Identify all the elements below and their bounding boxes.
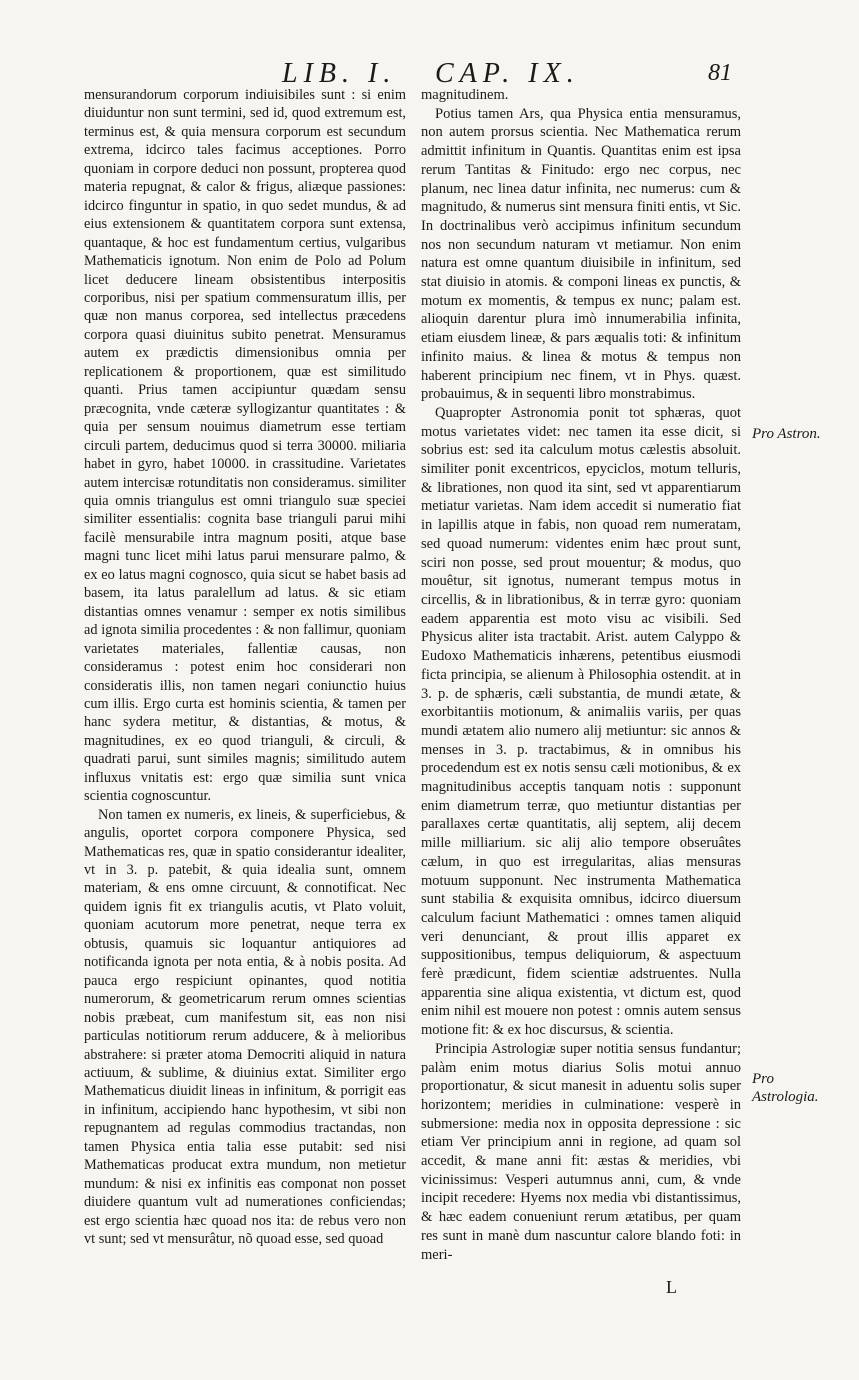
left-paragraph-1: mensurandorum corporum indiuisibiles sunt : si enim diuiduntur non sunt termini, sed id, quod extremum est, terminus est, & quia mensura corporum est secundum extrema, idcirco tales facimus acceptiones. Porro quoniam in corpore deduci non possunt, propterea quod materia repugnat, & calor & frigus, aliæque passiones: idcirco finguntur in spatio, in quo sedet mundus, & ad eius extensionem & quantitatem corpora sunt extensa, quantaque, & hoc est fundamentum certius, vulgaribus Mathematicis ignotum. Non enim de Polo ad Polum licet deducere lineam obsistentibus interpositis corporibus, nisi per spatium commensuratum illis, per quæ non manus corporea, sed intellectus præcedens corpora quasi diuinitus subito penetrat. Mensuramus autem ex prædictis dimensionibus omnia per replicationem & proportionem, quæ est similitudo quanti. Prius tamen accipiuntur quædam sensu præcognita, vnde cæteræ syllogizantur quantitates : & quia per sensum nouimus diametrum esse tertiam circuli partem, deducimus quod si terra 30000. miliaria habet in gyro, habet 10000. in crassitudine. Varietates autem intercisæ rotunditatis non consideramus. similiter quia omnis triangulus est omni triangulo suæ speciei similiter essentialis: cognita base trianguli parui mihi facilè mensurabile intra magnum positi, atque base magni tunc licet mihi latus parui mensurare palmo, & ex eo latus magni cognosco, quia sicut se habet basis ad basem, ita latus paralellum ad latus. & sic etiam distantias omnes venamur : semper ex notis similibus ad ignota similia procedentes : & non fallimur, quoniam varietates materiales, fallentiæ causas, non consideramus : potest enim hoc considerari non consideratis illis, non tamen negari coniunctio huius cum illis. Ergo curta est hominis scientia, & tamen per hanc sydera metitur, & distantias, & motus, & magnitudines, ex eo quod trianguli, & circuli, & quadrati parui, sunt similes magnis; similitudo autem influxus vnitatis est: ergo quæ similia sunt vnica scientia cognoscuntur. bbox=[84, 87, 406, 805]
right-paragraph-1: magnitudinem. bbox=[421, 87, 509, 103]
chapter-label: CAP. IX. bbox=[435, 58, 580, 89]
left-paragraph-2: Non tamen ex numeris, ex lineis, & superficiebus, & angulis, oportet corpora componere Physica, sed Mathematicas res, quæ in spatio considerantur idealiter, vt in 3. p. patebit, & quia idealia sunt, omnem materiam, & ens omne circuunt, & connotificat. Nec quidem ignis fit ex triangulis acutis, vt Plato voluit, quoniam acutorum more penetrat, neque terra ex obtusis, quamuis sic loquantur antiquiores ad notificanda ignota per nota entia, & à nobis posita. Ad pauca ergo respiciunt opinantes, quod notitia numerorum, & geometricarum rerum omnes scientias nobis præbeat, cum manifestum sit, eas non nisi particulas notitiorum rerum adducere, & à melioribus abstrahere: si præter atoma Democriti aliquid in natura actiuum, & sublime, & diuinius extat. Similiter ergo Mathematicus diuidit lineas in infinitum, & porrigit eas in infinitum, accipiendo hanc hypothesim, vt sibi non repugnantem ad regulas commodius tractandas, non tamen Physica entia talia esse putabit: sed nisi Mathematicas producat extra mundum, non metietur mundum: & nisi ex infinitis eas componat non posset diuidere quantum vult ad numerationes conficiendas; est ergo scientia hæc quoad nos ita: de rebus vero non vt sunt; sed vt mensurâtur, nõ quoad esse, sed quoad bbox=[84, 806, 406, 1248]
right-paragraph-3: Quapropter Astronomia ponit tot sphæras, quot motus varietates videt: nec tamen ita esse dicit, si sobrius est: sed ita calculum motus cælestis absoluit. similiter ponit excentricos, epyciclos, motum telluris, & librationes, non quod ita sint, sed vt apparentiarum metiatur varietas. Nam idem accedit si numeratio fiat in lapillis atque in fabis, non quoad rem numeratam, sed quoad numerum: videntes enim hæc prout sunt, sciri non posse, sed prout mouentur; & modus, quo mouêtur, sit ignotus, numerant tempus motus in circellis, & in librationibus, & in terræ gyro: quoniam eadem apparentia est moto visu ac visibili. Sed Physicus aliter ista tractabit. Arist. autem Calyppo & Eudoxo Mathematicis inhærens, petentibus eiusmodi ficta principia, se alienum à Philosophia ostendit. at in 3. p. de sphæris, cæli substantia, de mundi ætate, & exorbitantiis motionum, & animaliis variis, per quas mundi ætatem alio numero alij metiuntur: sic annos & menses in 3. p. tractabimus, & in omnibus his procedendum est ex notis sensu cæli motionibus, & ex magnitudinibus acceptis tanquam notis : supponunt enim diametrum terræ, quo metiuntur distantias per parallaxes certæ quantitatis, alij septem, alij decem mille milliarium. sic alij alio tempore obseruâtes cælum, in quo est irregularitas, alias mensuras motuum supponunt. Nec instrumenta Mathematica sunt stabilia & exquisita omnibus, idcirco diuersum calculum faciunt Mathematici : omnes tamen aliquid veri denunciant, & prout illis apparet ex suppositionibus, tempus deliquiorum, & aspectuum ferè prædicunt, fidem scientiæ adstruentes. Nulla apparentia sine aliqua existentia, vt dictum est, quod enim nihil est mouere non potest : omnis autem sensus motione fit: & ex hoc discursus, & scientia. bbox=[421, 404, 741, 1039]
left-column bbox=[84, 86, 406, 1249]
margin-note-astronomia: Pro Astron. bbox=[752, 426, 821, 442]
catchword: L bbox=[666, 1277, 677, 1297]
right-paragraph-4: Principia Astrologiæ super notitia sensus fundantur; palàm enim motus diarius Solis motui annuo proportionatur, & sicut manesit in aduentu solis super horizontem; meridies in culminatione: vesperè in submersione: media nox in opposita depressione : sic etiam Ver principium anni in regione, ad quam sol accedit, & mane anni fit: æstas & meridies, vbi vicinissimus: Vesperi autumnus anni, cum, & vnde incipit recedere: Hyems nox media vbi distantissimus, & hæc eadem conueniunt rerum ætatibus, per quam res sunt in manè dum nascuntur calore blando foti: in meri- bbox=[421, 1040, 741, 1263]
book-label: LIB. I. bbox=[282, 58, 397, 89]
right-paragraph-2: Potius tamen Ars, qua Physica entia mensuramus, non autem prorsus scientia. Nec Mathematica rerum admittit infinitum in Quantis. Quantitas enim est ipsa rerum Tantitas & Finitudo: ergo nec corpus, nec planum, nec linea datur infinita, nec numerus: cum & magnitudo, & numerus sint mensura finiti entis, vt Sic. In doctrinalibus verò accipimus infinitum secundum nos non secundum naturam vt metiamur. Non enim natura est omne quantum diuisibile in infinitum, sed stat diuisio in atomis. & componi lineas ex punctis, & motum ex momentis, & tempus ex nunc; palam est. alioquin darentur plura imò innumerabilia infinita, etiam eiusdem lineæ, & pars æqualis toti: & infinitum infinito maius. & linea & motus & tempus non haberent principium nec finem, vt in Phys. quæst. probauimus, & in sequenti libro monstrabimus. bbox=[421, 105, 741, 403]
right-column bbox=[421, 86, 741, 1264]
page-number: 81 bbox=[708, 60, 732, 86]
margin-note-astrologia: Pro Astrologia. bbox=[752, 1071, 819, 1105]
